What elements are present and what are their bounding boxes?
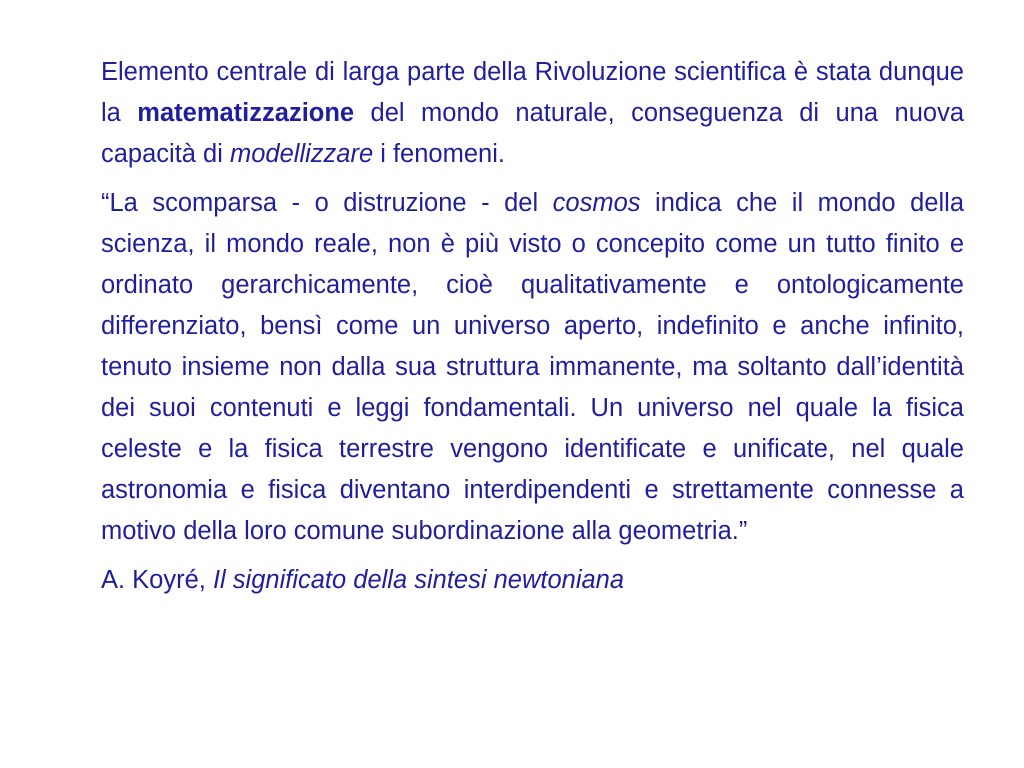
citation-author: A. Koyré, — [101, 566, 213, 594]
slide-body — [101, 52, 964, 601]
intro-bold-term: matematizzazione — [137, 99, 355, 127]
intro-italic-term: modellizzare — [230, 140, 374, 168]
quote-text-rest: indica che il mondo della scienza, il mondo reale, non è più visto o concepito come un tutto finito e ordinato gerarchicamente, cioè qualitativamente e ontologicamente differenziato, bensì come un universo aperto, indefinito e anche infinito, tenuto insieme non dalla sua struttura immanente, ma soltanto dall’identità dei suoi contenuti e leggi fondamentali. Un universo nel quale la fisica celeste e la fisica terrestre vengono identificate e unificate, nel quale astronomia e fisica diventano interdipendenti e strettamente connesse a motivo della loro comune subordinazione alla geometria.” — [101, 189, 965, 545]
quote-text-start: “La scomparsa - o distruzione - del — [101, 189, 553, 217]
intro-text-middle: del mondo naturale, conseguenza di una nuova capacità di — [101, 99, 965, 168]
intro-paragraph — [101, 52, 964, 175]
quote-paragraph — [101, 183, 964, 552]
citation — [101, 560, 964, 601]
quote-italic-term: cosmos — [552, 189, 641, 217]
intro-text-start: Elemento centrale di larga parte della Rivoluzione scientifica è stata dunque la — [101, 58, 964, 127]
intro-text-end: i fenomeni. — [373, 140, 505, 168]
citation-title: Il significato della sintesi newtoniana — [212, 566, 625, 594]
